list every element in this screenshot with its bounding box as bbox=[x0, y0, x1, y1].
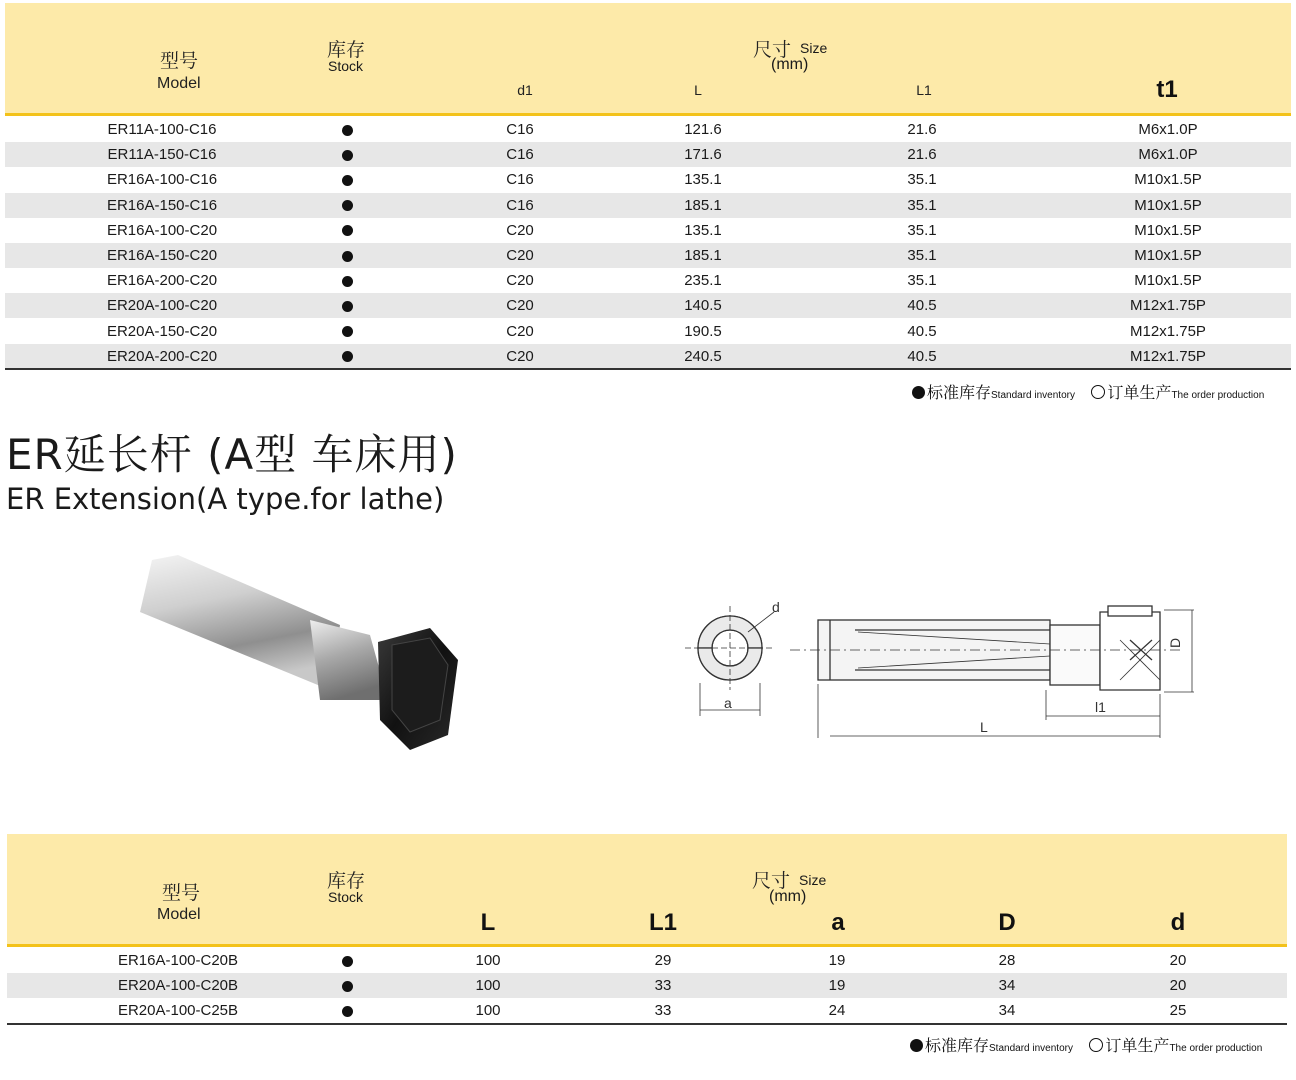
size-unit: (mm) bbox=[771, 56, 809, 73]
cell-l1: 21.6 bbox=[907, 146, 937, 164]
dim-label-a: a bbox=[724, 695, 732, 711]
cell-l1: 33 bbox=[654, 977, 672, 994]
cell-l: 235.1 bbox=[684, 272, 722, 290]
size-header-cn: 尺寸 bbox=[753, 40, 792, 61]
cell-stock bbox=[277, 243, 417, 268]
cell-t1: M10x1.5P bbox=[1134, 171, 1202, 189]
col-D: D bbox=[998, 909, 1016, 936]
cell-d1: C20 bbox=[506, 347, 534, 365]
cell-model: ER20A-200-C20 bbox=[106, 347, 218, 365]
legend-order-en: The order production bbox=[1169, 1043, 1263, 1054]
cell-stock bbox=[277, 319, 417, 344]
dim-label-d: d bbox=[772, 599, 780, 615]
cell-d1: C20 bbox=[506, 297, 534, 315]
stock-dot-icon bbox=[342, 1006, 353, 1017]
cell-t1: M6x1.0P bbox=[1138, 121, 1198, 138]
cell-d1: C20 bbox=[506, 272, 534, 290]
stock-dot-icon bbox=[342, 351, 353, 362]
legend-standard-en: Standard inventory bbox=[991, 390, 1075, 401]
cell-l: 240.5 bbox=[684, 347, 722, 365]
cell-l1: 40.5 bbox=[907, 347, 937, 365]
cell-t1: M12x1.75P bbox=[1130, 347, 1206, 365]
stock-dot-icon bbox=[342, 276, 353, 287]
cell-stock bbox=[277, 193, 417, 218]
cell-stock bbox=[277, 344, 417, 369]
dim-label-L: L bbox=[980, 719, 988, 735]
size-header-cn: 尺寸 bbox=[752, 871, 791, 892]
cell-model: ER20A-100-C20B bbox=[117, 977, 239, 994]
cell-stock bbox=[277, 218, 417, 243]
cell-stock bbox=[277, 998, 417, 1023]
stock-dot-icon bbox=[342, 301, 353, 312]
cell-t1: M12x1.75P bbox=[1130, 322, 1206, 340]
table-row bbox=[5, 117, 1291, 142]
size-unit: (mm) bbox=[769, 888, 807, 905]
cell-d: 34 bbox=[998, 1002, 1016, 1019]
table-row bbox=[7, 998, 1287, 1023]
table-row bbox=[5, 142, 1291, 167]
cell-a: 24 bbox=[828, 1002, 846, 1019]
cell-stock bbox=[277, 117, 417, 142]
col-L1: L1 bbox=[916, 82, 932, 98]
cell-d: 25 bbox=[1169, 1002, 1187, 1019]
cell-t1: M10x1.5P bbox=[1134, 221, 1202, 239]
open-circle-icon bbox=[1089, 1038, 1103, 1052]
stock-header-cn: 库存 bbox=[327, 871, 366, 892]
cell-model: ER16A-200-C20 bbox=[106, 272, 218, 290]
cell-stock bbox=[277, 948, 417, 973]
cell-t1: M6x1.0P bbox=[1138, 146, 1198, 164]
table-row bbox=[5, 293, 1291, 318]
stock-dot-icon bbox=[342, 326, 353, 337]
stock-header-en: Stock bbox=[328, 889, 364, 905]
cell-d: 20 bbox=[1169, 952, 1187, 969]
section-title-cn: ER延长杆 (A型 车床用) bbox=[6, 430, 458, 479]
cell-l1: 29 bbox=[654, 952, 672, 969]
legend-order-cn: 订单生产 bbox=[1107, 385, 1172, 402]
table-row bbox=[5, 344, 1291, 369]
cell-l: 121.6 bbox=[684, 121, 722, 138]
cell-l1: 40.5 bbox=[907, 322, 937, 340]
cell-l1: 35.1 bbox=[907, 221, 937, 239]
table-row bbox=[7, 948, 1287, 973]
cell-t1: M10x1.5P bbox=[1134, 247, 1202, 264]
cell-d1: C20 bbox=[506, 322, 534, 340]
cell-model: ER11A-150-C16 bbox=[107, 146, 217, 164]
cell-l1: 35.1 bbox=[907, 196, 937, 214]
stock-dot-icon bbox=[342, 200, 353, 211]
legend-standard-cn: 标准库存 bbox=[927, 385, 992, 402]
cell-l: 190.5 bbox=[684, 322, 722, 340]
cell-l: 135.1 bbox=[684, 171, 722, 189]
open-circle-icon bbox=[1091, 385, 1105, 399]
col-a: a bbox=[831, 909, 845, 936]
cell-a: 19 bbox=[828, 952, 846, 969]
cell-l1: 35.1 bbox=[907, 171, 937, 189]
filled-dot-icon bbox=[912, 386, 925, 399]
cell-l: 140.5 bbox=[684, 297, 722, 315]
cell-l1: 21.6 bbox=[907, 121, 937, 138]
cell-model: ER20A-150-C20 bbox=[106, 322, 218, 340]
table-row bbox=[5, 167, 1291, 192]
stock-dot-icon bbox=[342, 150, 353, 161]
cell-model: ER16A-100-C16 bbox=[106, 171, 218, 189]
cell-stock bbox=[277, 268, 417, 293]
cell-stock bbox=[277, 167, 417, 192]
cell-l1: 40.5 bbox=[907, 297, 937, 315]
cell-l1: 35.1 bbox=[907, 247, 937, 264]
table-row bbox=[5, 243, 1291, 268]
cell-l1: 35.1 bbox=[907, 272, 937, 290]
table-row bbox=[5, 193, 1291, 218]
table-row bbox=[7, 973, 1287, 998]
cell-model: ER16A-100-C20B bbox=[117, 952, 239, 969]
cell-d: 28 bbox=[998, 952, 1016, 969]
cell-l: 100 bbox=[475, 977, 501, 994]
cell-stock bbox=[277, 973, 417, 998]
cell-l: 100 bbox=[475, 1002, 501, 1019]
cell-model: ER16A-150-C16 bbox=[106, 196, 218, 214]
dim-label-D: D bbox=[1167, 637, 1183, 648]
stock-legend bbox=[910, 1033, 1262, 1056]
model-header-cn: 型号 bbox=[160, 51, 199, 72]
filled-dot-icon bbox=[910, 1039, 923, 1052]
col-t1: t1 bbox=[1156, 76, 1178, 103]
cell-t1: M10x1.5P bbox=[1134, 272, 1202, 290]
table-bottom-rule bbox=[5, 368, 1291, 370]
size-header-en: Size bbox=[800, 40, 828, 56]
model-header-en: Model bbox=[157, 906, 201, 923]
table-row bbox=[5, 268, 1291, 293]
cell-d: 34 bbox=[998, 977, 1016, 994]
table-bottom-rule bbox=[7, 1023, 1287, 1025]
product-photo bbox=[130, 550, 470, 760]
size-header-en: Size bbox=[799, 872, 827, 888]
stock-dot-icon bbox=[342, 225, 353, 236]
dim-label-l1: l1 bbox=[1095, 699, 1106, 715]
col-d1: d1 bbox=[517, 82, 533, 98]
model-header-cn: 型号 bbox=[162, 883, 201, 904]
cell-stock bbox=[277, 293, 417, 318]
stock-dot-icon bbox=[342, 956, 353, 967]
cell-d1: C16 bbox=[506, 196, 534, 214]
cell-model: ER20A-100-C25B bbox=[117, 1002, 239, 1019]
cell-d1: C20 bbox=[506, 221, 534, 239]
stock-header-cn: 库存 bbox=[327, 40, 366, 61]
cell-d1: C16 bbox=[506, 146, 534, 164]
cell-t1: M10x1.5P bbox=[1134, 196, 1202, 214]
cell-stock bbox=[277, 142, 417, 167]
col-L: L bbox=[480, 909, 496, 936]
cell-l: 185.1 bbox=[684, 247, 722, 264]
cell-d1: C20 bbox=[506, 247, 534, 264]
cell-model: ER16A-100-C20 bbox=[106, 221, 218, 239]
cell-d1: C16 bbox=[506, 121, 534, 138]
cell-model: ER11A-100-C16 bbox=[107, 121, 217, 138]
col-d: d bbox=[1170, 909, 1186, 936]
cell-l: 171.6 bbox=[684, 146, 722, 164]
header-divider bbox=[7, 944, 1287, 947]
legend-standard-cn: 标准库存 bbox=[925, 1038, 990, 1055]
legend-order-cn: 订单生产 bbox=[1105, 1038, 1170, 1055]
cell-d: 20 bbox=[1169, 977, 1187, 994]
technical-drawing bbox=[680, 598, 1200, 748]
cell-l: 100 bbox=[475, 952, 501, 969]
cell-model: ER20A-100-C20 bbox=[106, 297, 218, 315]
cell-d1: C16 bbox=[506, 171, 534, 189]
col-L1: L1 bbox=[648, 909, 677, 936]
cell-t1: M12x1.75P bbox=[1130, 297, 1206, 315]
legend-standard-en: Standard inventory bbox=[989, 1043, 1073, 1054]
model-header-en: Model bbox=[157, 75, 201, 92]
stock-dot-icon bbox=[342, 175, 353, 186]
section-title-en: ER Extension(A type.for lathe) bbox=[6, 482, 445, 516]
col-L: L bbox=[694, 82, 702, 98]
stock-dot-icon bbox=[342, 125, 353, 136]
table-row bbox=[5, 218, 1291, 243]
header-divider bbox=[5, 113, 1291, 116]
cell-a: 19 bbox=[828, 977, 846, 994]
stock-dot-icon bbox=[342, 981, 353, 992]
stock-legend bbox=[912, 380, 1264, 403]
cell-l1: 33 bbox=[654, 1002, 672, 1019]
cell-l: 135.1 bbox=[684, 221, 722, 239]
cell-l: 185.1 bbox=[684, 196, 722, 214]
stock-dot-icon bbox=[342, 251, 353, 262]
table-row bbox=[5, 319, 1291, 344]
cell-model: ER16A-150-C20 bbox=[106, 247, 218, 264]
stock-header-en: Stock bbox=[328, 58, 364, 74]
legend-order-en: The order production bbox=[1171, 390, 1265, 401]
